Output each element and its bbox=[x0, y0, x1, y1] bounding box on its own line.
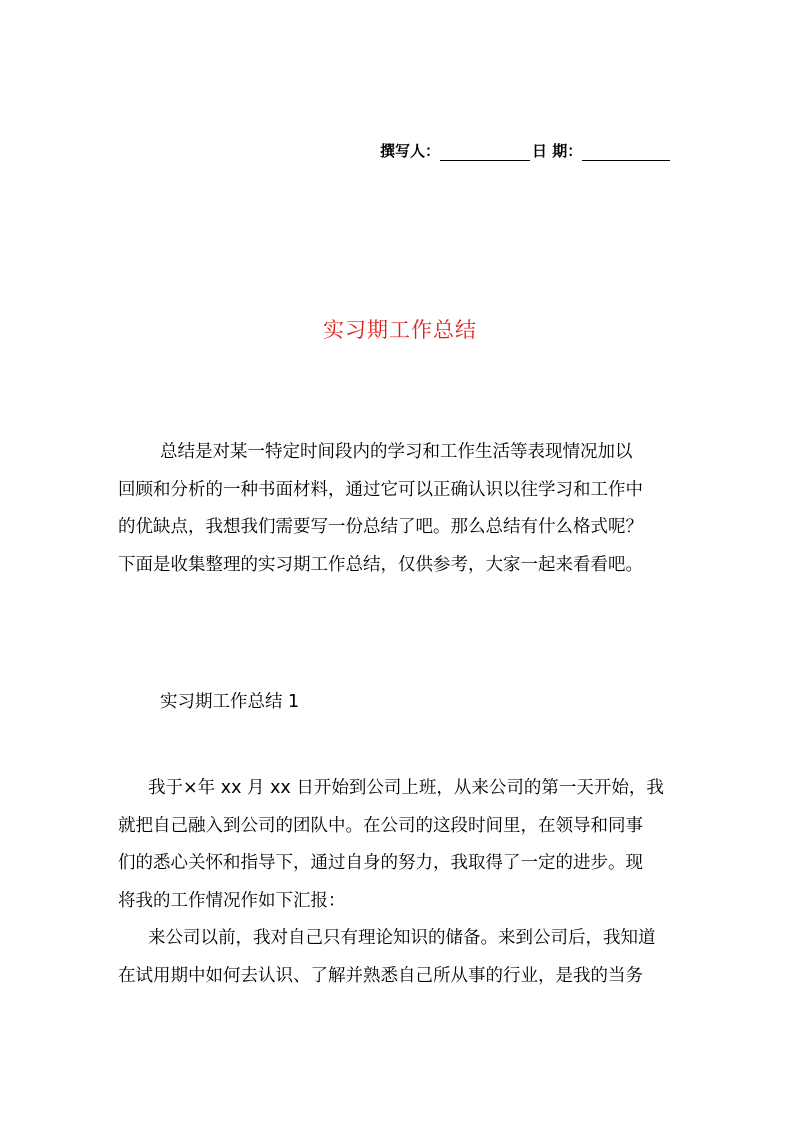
author-label: 撰写人： bbox=[380, 142, 441, 160]
section-heading: 实习期工作总结 1 bbox=[160, 692, 300, 712]
body-line: 来公司以前，我对自己只有理论知识的储备。来到公司后，我知道 bbox=[148, 928, 656, 948]
body-line: 们的悉心关怀和指导下，通过自身的努力，我取得了一定的进步。现 bbox=[118, 853, 643, 873]
body-line: 就把自己融入到公司的团队中。在公司的这段时间里，在领导和同事 bbox=[118, 815, 643, 836]
intro-line: 总结是对某一特定时间段内的学习和工作生活等表现情况加以 bbox=[160, 442, 633, 462]
body-line: 我于×年 xx 月 xx 日开始到公司上班，从来公司的第一天开始，我 bbox=[148, 778, 664, 798]
date-blank-line bbox=[582, 146, 670, 161]
author-date-header bbox=[380, 140, 700, 161]
date-label: 日 期： bbox=[532, 142, 583, 160]
body-line: 在试用期中如何去认识、了解并熟悉自己所从事的行业，是我的当务 bbox=[118, 965, 643, 986]
author-blank-line bbox=[440, 146, 530, 161]
section-body bbox=[118, 770, 688, 995]
intro-paragraph bbox=[118, 434, 688, 584]
body-line: 将我的工作情况作如下汇报： bbox=[118, 890, 346, 911]
document-title: 实习期工作总结 bbox=[323, 318, 477, 342]
intro-line: 回顾和分析的一种书面材料，通过它可以正确认识以往学习和工作中 bbox=[118, 479, 643, 500]
intro-line: 下面是收集整理的实习期工作总结，仅供参考，大家一起来看看吧。 bbox=[118, 554, 643, 575]
intro-line: 的优缺点，我想我们需要写一份总结了吧。那么总结有什么格式呢？ bbox=[118, 517, 643, 537]
